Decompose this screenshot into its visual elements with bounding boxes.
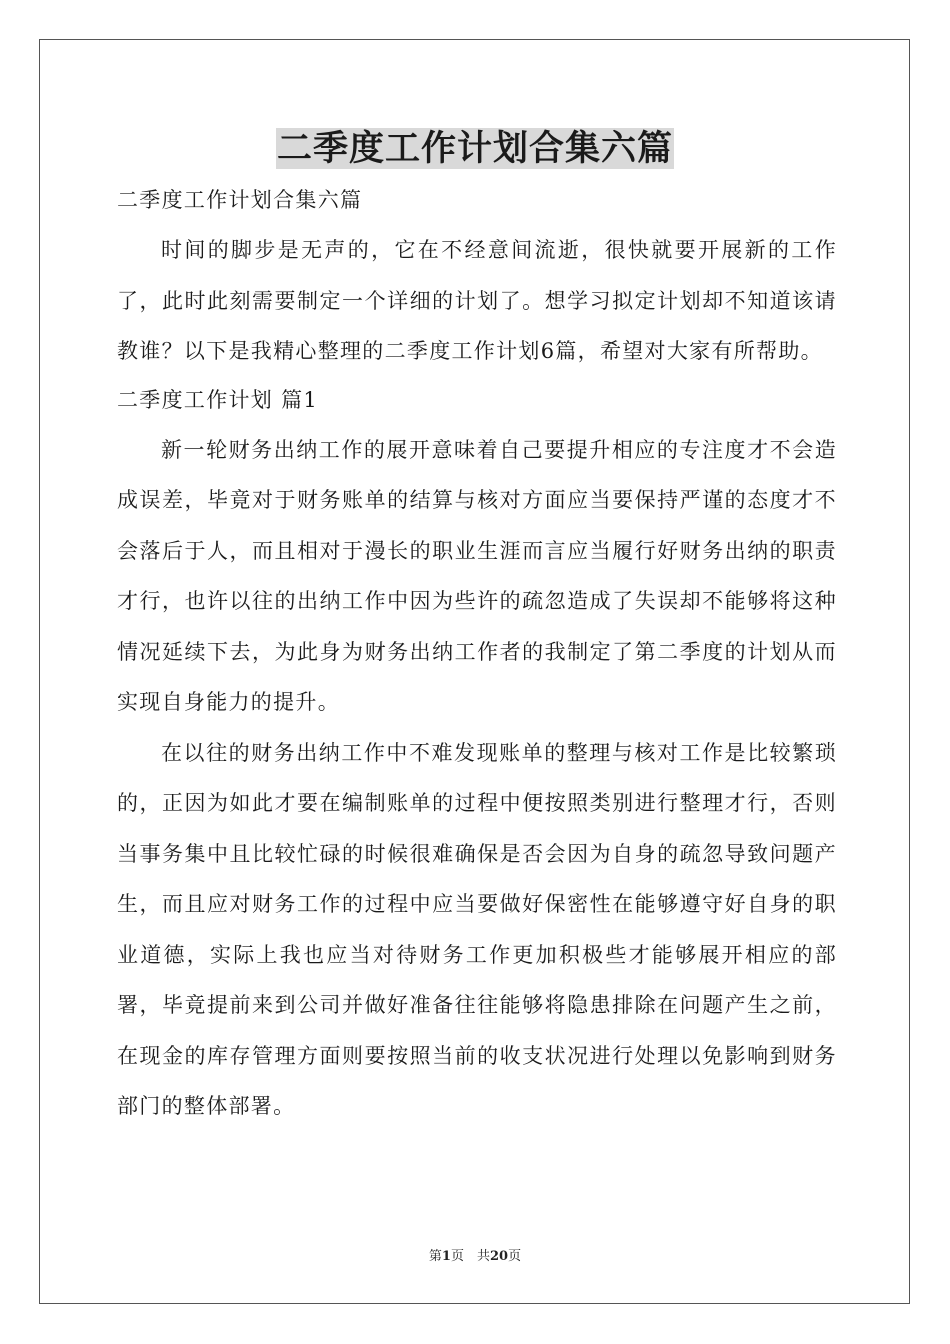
document-body — [117, 180, 837, 1132]
footer-page-prefix: 第 — [428, 1249, 442, 1264]
intro-paragraph: 时间的脚步是无声的，它在不经意间流逝，很快就要开展新的工作了，此时此刻需要制定一个详细的计划了。想学习拟定计划却不知道该请教谁？以下是我精心整理的二季度工作计划6篇，希望对大家有所帮助。 — [117, 238, 837, 363]
document-title-text: 二季度工作计划合集六篇 — [276, 128, 673, 169]
footer-page-mid: 页 共 — [450, 1249, 490, 1264]
section-heading: 二季度工作计划 篇1 — [117, 387, 319, 412]
document-title — [0, 127, 950, 171]
page-footer — [0, 1248, 950, 1266]
footer-page-current: 1 — [441, 1249, 451, 1264]
body-paragraph: 在以往的财务出纳工作中不难发现账单的整理与核对工作是比较繁琐的，正因为如此才要在编制账单的过程中便按照类别进行整理才行，否则当事务集中且比较忙碌的时候很难确保是否会因为自身的疏忽导致问题产生，而且应对财务工作的过程中应当要做好保密性在能够遵守好自身的职业道德，实际上我也应当对待财务工作更加积极些才能够展开相应的部署，毕竟提前来到公司并做好准备往往能够将隐患排除在问题产生之前，在现金的库存管理方面则要按照当前的收支状况进行处理以免影响到财务部门的整体部署。 — [117, 740, 837, 1118]
document-subtitle: 二季度工作计划合集六篇 — [117, 188, 363, 212]
footer-page-total: 20 — [489, 1249, 509, 1264]
body-paragraph: 新一轮财务出纳工作的展开意味着自己要提升相应的专注度才不会造成误差，毕竟对于财务账单的结算与核对方面应当要保持严谨的态度才不会落后于人，而且相对于漫长的职业生涯而言应当履行好财务出纳的职责才行，也许以往的出纳工作中因为些许的疏忽造成了失误却不能够将这种情况延续下去，为此身为财务出纳工作者的我制定了第二季度的计划从而实现自身能力的提升。 — [117, 437, 837, 714]
footer-page-suffix: 页 — [508, 1249, 522, 1264]
